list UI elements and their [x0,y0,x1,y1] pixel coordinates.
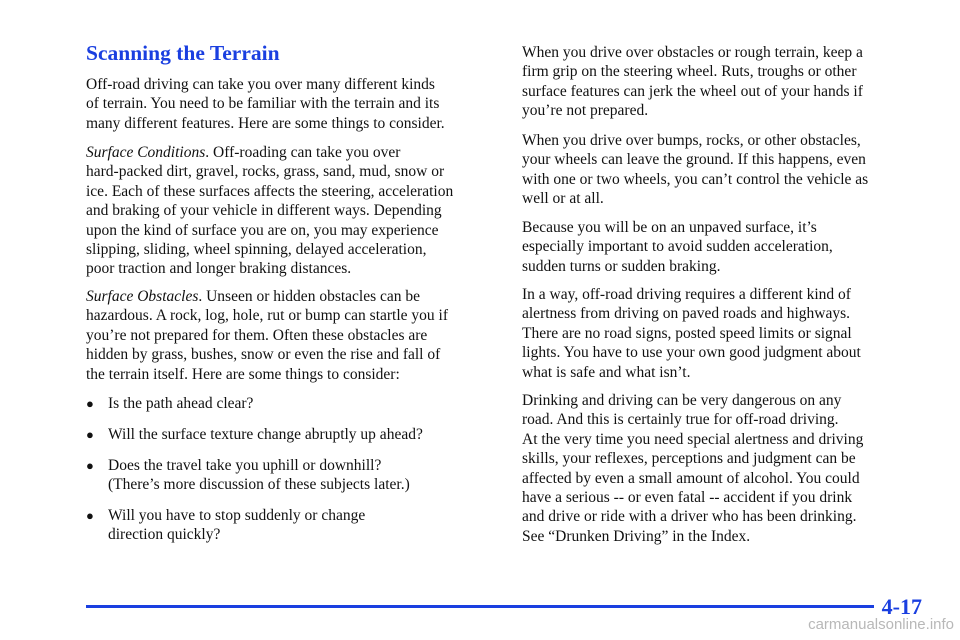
surface-conditions-label: Surface Conditions [86,144,206,161]
surface-obstacles-paragraph: Surface Obstacles. Unseen or hidden obstacles can be hazardous. A rock, log, hole, rut or bump can startle you if you’re not prepared for them. Often these obstacles are hidden by grass, bushes, snow or even the rise and fall of the terrain itself. Here are some things to consider: [86,288,449,383]
grip-paragraph: When you drive over obstacles or rough terrain, keep a firm grip on the steering wheel. Ruts, troughs or other surface features can jerk the wheel out of your hands if you’re not prepared. [522,44,863,120]
list-item: ● Will the surface texture change abruptly up ahead? [86,426,423,443]
watermark: carmanualsonline.info [808,616,954,633]
bullet-icon: ● [86,396,94,411]
list-item: ● Will you have to stop suddenly or change direction quickly? [86,507,366,544]
list-item: ● Is the path ahead clear? [86,395,254,412]
unpaved-paragraph: Because you will be on an unpaved surface, it’s especially important to avoid sudden acceleration, sudden turns or sudden braking. [522,219,833,275]
bumps-paragraph: When you drive over bumps, rocks, or other obstacles, your wheels can leave the ground. If this happens, even with one or two wheels, you can’t control the vehicle as well or at all. [522,132,869,208]
surface-conditions-paragraph: Surface Conditions. Off-roading can take you over hard-packed dirt, gravel, rocks, grass, sand, mud, snow or ice. Each of these surfaces affects the steering, acceleration and braking of your vehicle in different ways. Depending upon the kind of surface you are on, you may experience slipping, sliding, wheel spinning, delayed acceleration, poor traction and longer braking distances. [86,144,454,278]
drinking-paragraph: Drinking and driving can be very dangerous on any road. And this is certainly true for off-road driving. At the very time you need special alertness and driving skills, your reflexes, perceptions and judgment can be affected by even a small amount of alcohol. You could have a serious -- or even fatal -- accident if you drink and drive or ride with a driver who has been drinking. See “Drunken Driving” in the Index. [522,392,864,545]
surface-obstacles-label: Surface Obstacles [86,288,199,305]
intro-paragraph: Off-road driving can take you over many different kinds of terrain. You need to be familiar with the terrain and its many different features. Here are some things to consider. [86,76,445,132]
bullet-icon: ● [86,427,94,442]
list-item: ● Does the travel take you uphill or downhill? (There’s more discussion of these subjects later.) [86,457,410,494]
bullet-icon: ● [86,508,94,523]
page-number: 4-17 [881,594,922,619]
section-title: Scanning the Terrain [86,41,280,65]
alertness-paragraph: In a way, off-road driving requires a different kind of alertness from driving on paved roads and highways. There are no road signs, posted speed limits or signal lights. You have to use your own good judgment about what is safe and what isn’t. [522,286,861,381]
bullet-icon: ● [86,458,94,473]
footer-rule [86,605,874,608]
